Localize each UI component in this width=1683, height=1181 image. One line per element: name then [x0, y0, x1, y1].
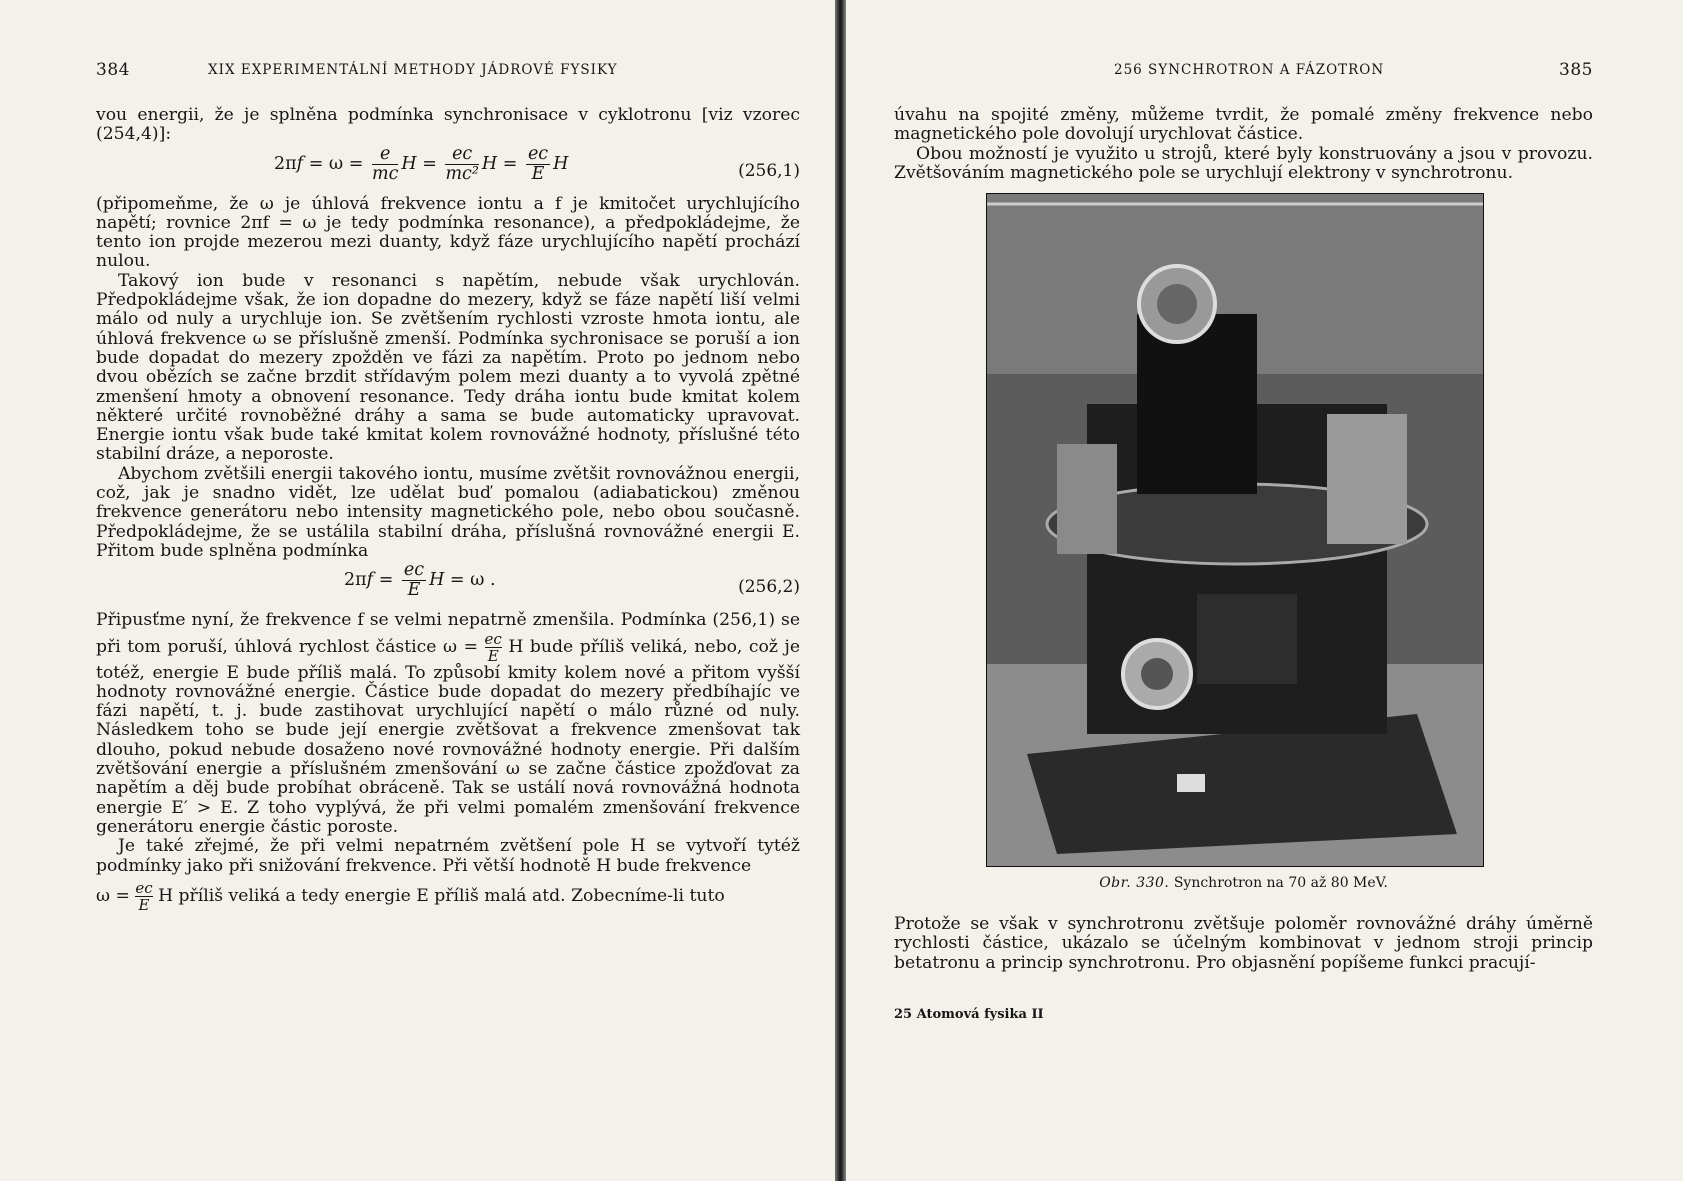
synchrotron-photo [986, 193, 1484, 867]
paragraph: úvahu na spojité změny, můžeme tvrdit, že pomalé změny frekvence nebo magnetického pole dovolují urychlovat částice. [894, 105, 1593, 145]
left-page [0, 0, 835, 1181]
paragraph-part: Připusťme nyní, že frekvence f se velmi nepatrně zmenšila. Podmínka (256,1) se při tom poruší, úhlová rychlost částice ω = [96, 610, 800, 657]
page-number: 384 [96, 60, 130, 80]
signature-footer: 25 Atomová fysika II [894, 1007, 1044, 1023]
equation-256-1: 2πf = ω = $\frac{e}{mc}$ H = $\frac{ec}{\text{mc²}}$ H = $\frac{ec}{E}$ H (256,1) [274, 143, 800, 184]
paragraph: Je také zřejmé, že při velmi nepatrném zvětšení pole H se vytvoří tytéž podmínky jako při snižování frekvence. Při větší hodnotě H bude frekvence [96, 836, 800, 876]
photo-illustration [987, 194, 1483, 866]
paragraph: Abychom zvětšili energii takového iontu, musíme zvětšit rovnovážnou energii, což, jak je snadno vidět, lze udělat buď pomalou (adiabatickou) změnou frekvence generátoru nebo intensity magnetického pole, nebo obou současně. Předpokládejme, že se ustálila stabilní dráha, příslušná rovnovážné energii E. Přitom bude splněna podmínka [96, 463, 800, 561]
equation-label: (256,2) [738, 577, 800, 598]
paragraph: Připusťme nyní, že frekvence f se velmi nepatrně zmenšila. Podmínka (256,1) se při tom poruší, úhlová rychlost částice ω = $\frac{ec}{E}$ H bude příliš veliká, nebo, což je totéž, energie E bude příliš malá. To způsobí kmity kolem nové a přitom vyšší hodnoty rovnovážné energie. Částice bude dopadat do mezery předbíhajíc ve fázi napětí, t. j. bude zastihovat urychlující napětí o málo různé od nuly. Následkem toho se bude její energie zvětšovat a frekvence zmenšovat tak dlouho, pokud nebude dosaženo nové rovnovážné hodnoty energie. Při dalším zvětšování energie a příslušném zmenšování ω se začne částice zpožďovat za napětím a děj bude probíhat obráceně. Tak se ustálí nová rovnovážná hodnota energie E′ > E. Z toho vyplývá, že při velmi pomalém zmenšování frekvence generátoru energie částic poroste. [96, 610, 801, 837]
equation-256-2: 2πf = $\frac{ec}{E}$ H = ω . (256,2) [344, 560, 800, 601]
running-title: 256 SYNCHROTRON A FÁZOTRON [1114, 62, 1385, 78]
right-running-head [894, 60, 1593, 88]
left-running-head [96, 60, 800, 88]
paragraph-part: H příliš veliká a tedy energie E příliš malá atd. Zobecníme-li tuto [158, 885, 725, 906]
paragraph: (připomeňme, že ω je úhlová frekvence iontu a f je kmitočet urychlujícího napětí; rovnice 2πf = ω je tedy podmínka resonance), a předpokládejme, že tento ion projde mezerou mezi duanty, když fáze urychlujícího napětí prochází nulou. [96, 193, 800, 272]
caption-text: Synchrotron na 70 až 80 MeV. [1173, 875, 1388, 892]
paragraph: vou energii, že je splněna podmínka synchronisace v cyklotronu [viz vzorec (254,4)]: [96, 105, 800, 145]
page-number: 385 [1559, 60, 1593, 80]
caption-label: Obr. 330. [1099, 875, 1170, 892]
paragraph: Protože se však v synchrotronu zvětšuje poloměr rovnovážné dráhy úměrně rychlosti částice, ukázalo se účelným kombinovat v jednom stroji princip betatronu a princip synchrotronu. Pro objasnění popíšeme funkci pracují- [894, 914, 1593, 973]
paragraph-part: H bude příliš veliká, nebo, což je totéž, energie E bude příliš malá. To způsobí kmity kolem nové a přitom vyšší hodnoty rovnovážné energie. Částice bude dopadat do mezery předbíhajíc ve fázi napětí, t. j. bude zastihovat urychlující napětí o málo různé od nuly. Následkem toho se bude její energie zvětšovat a frekvence zmenšovat tak dlouho, pokud nebude dosaženo nové rovnovážné hodnoty energie. Při dalším zvětšování energie a příslušném zmenšování ω se začne částice zpožďovat za napětím a děj bude probíhat obráceně. Tak se ustálí nová rovnovážná hodnota energie E′ > E. Z toho vyplývá, že při velmi pomalém zmenšování frekvence generátoru energie částic poroste. [96, 636, 801, 837]
running-title: XIX EXPERIMENTÁLNÍ METHODY JÁDROVÉ FYSIKY [208, 62, 618, 78]
equation-label: (256,1) [738, 160, 800, 181]
paragraph: ω = $\frac{ec}{E}$ H příliš veliká a tedy energie E příliš malá atd. Zobecníme-li tuto [96, 878, 725, 914]
paragraph: Takový ion bude v resonanci s napětím, nebude však urychlován. Předpokládejme však, že ion dopadne do mezery, když se fáze napětí liší velmi málo od nuly a urychluje ion. Se zvětšením rychlosti vzroste hmota iontu, ale úhlová frekvence ω se příslušně zmenší. Podmínka sychronisace se poruší a ion bude dopadat do mezery zpožděn ve fázi za napětím. Proto po jednom nebo dvou obězích se začne brzdit střídavým polem mezi duanty a to vyvolá zpětné zmenšení hmoty a obnovení resonance. Tedy dráha iontu bude kmitat kolem některé určité rovnoběžné dráhy a sama se bude automaticky upravovat. Energie iontu však bude také kmitat kolem rovnovážné hodnoty, příslušné této stabilní dráze, a neporoste. [96, 270, 800, 465]
right-page [846, 0, 1683, 1181]
figure-caption [894, 875, 1593, 891]
paragraph: Obou možností je využito u strojů, které byly konstruovány a jsou v provozu. Zvětšováním magnetického pole se urychlují elektrony v synchrotronu. [894, 143, 1593, 183]
book-gutter [835, 0, 846, 1181]
